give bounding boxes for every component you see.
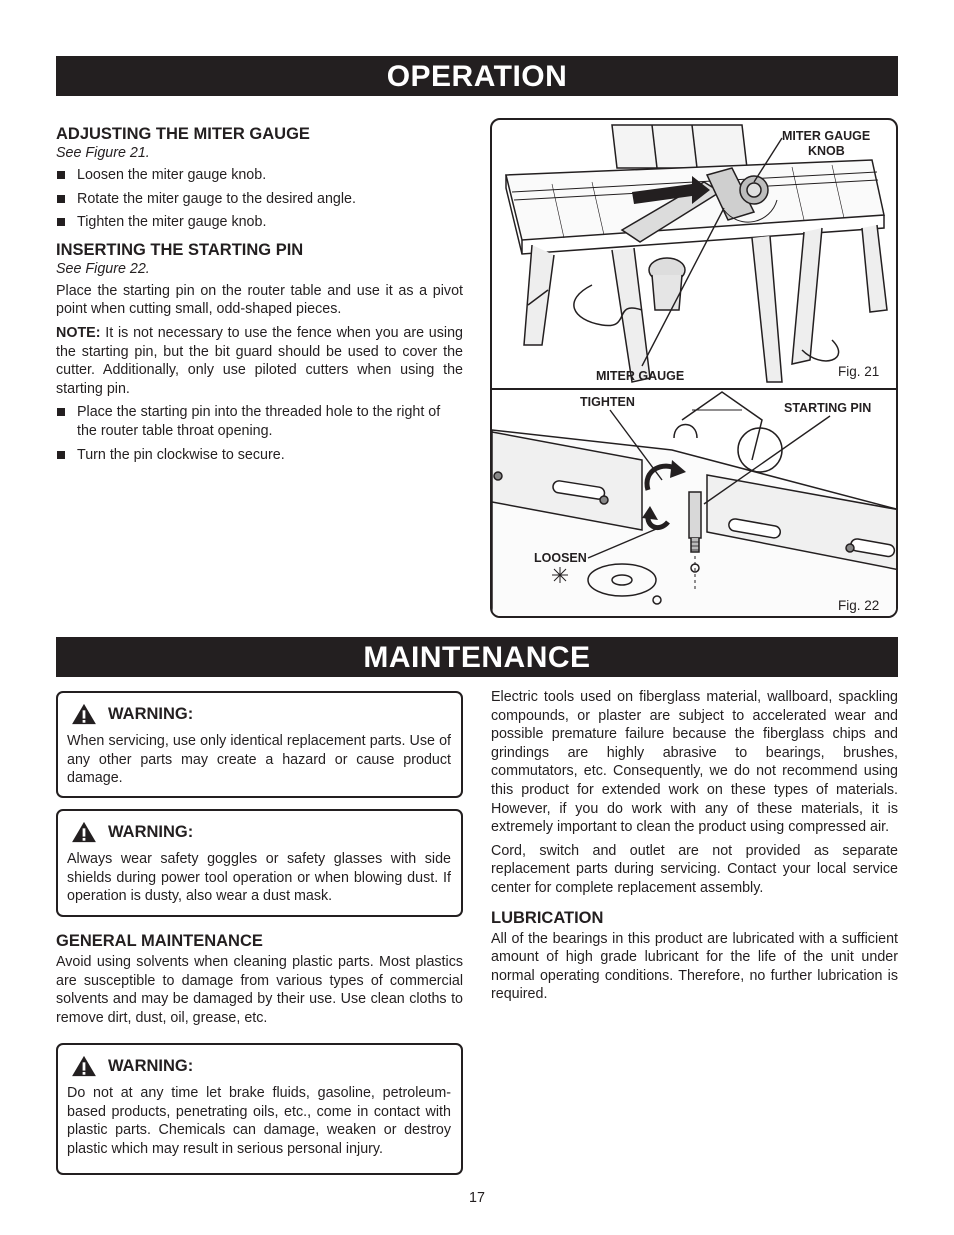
callout-starting-pin: STARTING PIN (784, 401, 872, 415)
fiberglass-paragraph: Electric tools used on fiberglass material, wallboard, spackling compounds, or plaster are subject to accelerated wear and possible premature failure because the fiberglass chips and grindings are highly abrasive to bearings, brushes, commutators, etc. Consequently, we do not recommend using this product for extended work on these types of materials. However, if you do work with any of these materials, it is extremely important to clean the product using compressed air. (491, 689, 898, 836)
miter-see-figure: See Figure 21. (56, 145, 150, 161)
fig22-label: Fig. 22 (838, 598, 880, 613)
callout-miter-gauge-knob-2: KNOB (808, 144, 845, 158)
lubrication-text: All of the bearings in this product are lubricated with a sufficient amount of high grade lubricant for the life of the unit under normal operating conditions. Therefore, no further lubrication is required. (491, 930, 898, 1003)
warning-text: When servicing, use only identical replacement parts. Use of any other parts may create a hazard or cause product damage. (67, 733, 451, 787)
warning-triangle-icon (70, 821, 98, 843)
list-item: Turn the pin clockwise to secure. (56, 446, 463, 465)
callout-tighten: TIGHTEN (580, 395, 635, 409)
pin-note (56, 324, 463, 398)
pin-see-figure: See Figure 22. (56, 260, 150, 277)
note-label: NOTE: (56, 324, 101, 341)
general-maintenance-heading: GENERAL MAINTENANCE (56, 932, 263, 950)
miter-heading: ADJUSTING THE MITER GAUGE (56, 125, 310, 143)
callout-miter-gauge: MITER GAUGE (596, 369, 685, 383)
warning-box-goggles (56, 809, 463, 917)
callout-miter-gauge-knob-1: MITER GAUGE (782, 129, 871, 143)
warning-box-servicing (56, 691, 463, 798)
list-item: Tighten the miter gauge knob. (56, 213, 463, 232)
starting-pin-drawing (492, 392, 898, 618)
general-maintenance-section (56, 931, 463, 1027)
figure-box (490, 118, 898, 618)
fig21-label: Fig. 21 (838, 364, 880, 379)
warning-text: Do not at any time let brake fluids, gasoline, petroleum-based products, penetrating oils, etc., come in contact with plastic parts. Chemicals can damage, weaken or destroy plastic which may result in serious personal injury. (67, 1085, 451, 1157)
warning-text: Always wear safety goggles or safety glasses with side shields during power tool operation or when blowing dust. If operation is dusty, also wear a dust mask. (67, 851, 451, 905)
list-item: Rotate the miter gauge to the desired angle. (56, 190, 463, 209)
list-item: Place the starting pin into the threaded hole to the right of the router table throat opening. (56, 403, 463, 440)
pin-heading: INSERTING THE STARTING PIN (56, 240, 304, 259)
warning-header (67, 1055, 451, 1077)
operation-banner: OPERATION (56, 56, 898, 96)
callout-loosen: LOOSEN (534, 551, 587, 565)
cord-paragraph: Cord, switch and outlet are not provided as separate replacement parts during servicing. Contact your local service center for complete replacement assembly. (491, 842, 898, 896)
warning-title: WARNING: (108, 822, 194, 841)
pin-paragraph: Place the starting pin on the router table and use it as a pivot point when cutting small, odd-shaped pieces. (56, 282, 463, 318)
router-table-drawing (506, 125, 887, 382)
maintenance-right-column (491, 688, 898, 1004)
warning-header (67, 703, 451, 725)
warning-box-chemicals (56, 1043, 463, 1175)
miter-bullet-list (56, 166, 463, 232)
operation-left-column (56, 124, 463, 469)
page-number: 17 (469, 1190, 485, 1206)
warning-triangle-icon (70, 703, 98, 725)
figure-illustration (492, 120, 898, 618)
general-maintenance-text: Avoid using solvents when cleaning plastic parts. Most plastics are susceptible to damage from various types of commercial solvents and may be damaged by their use. Use clean cloths to remove dirt, dust, oil, grease, etc. (56, 954, 463, 1026)
warning-title: WARNING: (108, 1056, 194, 1075)
warning-header (67, 821, 451, 843)
lubrication-heading: LUBRICATION (491, 908, 604, 927)
list-item: Loosen the miter gauge knob. (56, 166, 463, 185)
pin-bullet-list (56, 403, 463, 464)
note-text: It is not necessary to use the fence when you are using the starting pin, but the bit guard should be used to cover the cutter. Additionally, only use piloted cutters when using the starting pin. (56, 324, 463, 397)
warning-title: WARNING: (108, 704, 194, 723)
maintenance-banner: MAINTENANCE (56, 637, 898, 677)
warning-triangle-icon (70, 1055, 98, 1077)
